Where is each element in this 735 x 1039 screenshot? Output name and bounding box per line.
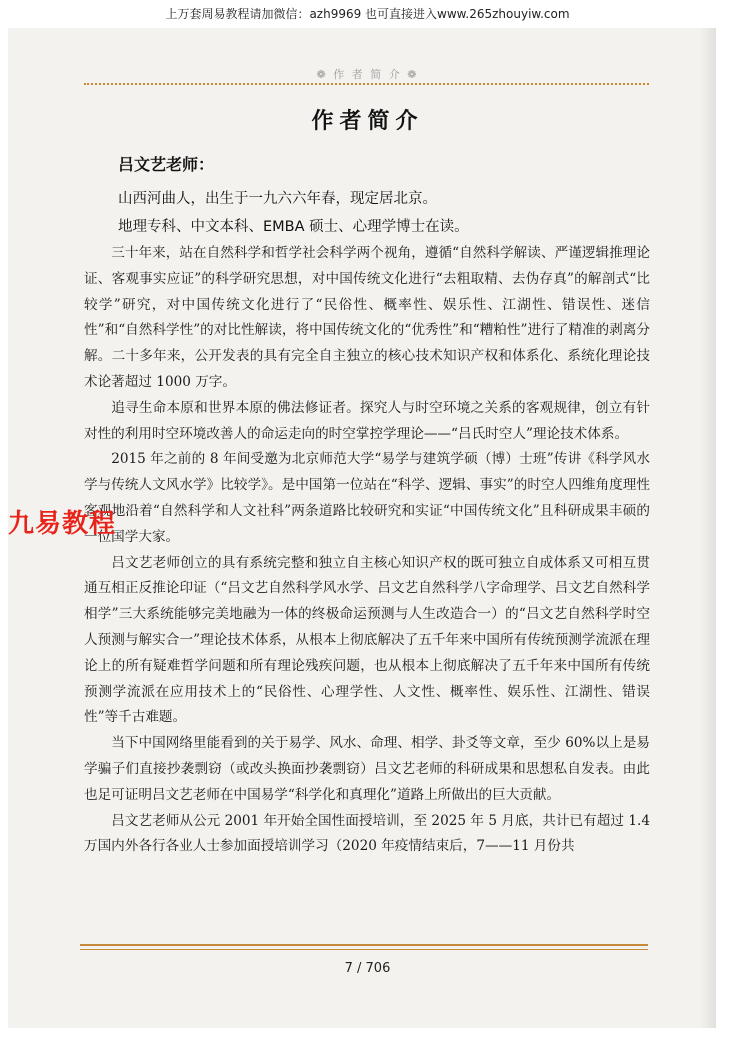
header-divider [84, 83, 649, 85]
footer-divider-thin [80, 949, 648, 950]
body-text [84, 241, 650, 860]
author-intro-origin: 山西河曲人，出生于一九六六年春，现定居北京。 [118, 191, 437, 207]
page-number: 7 / 706 [344, 961, 391, 976]
page-edge-shadow [700, 28, 716, 1028]
paragraph: 当下中国网络里能看到的关于易学、风水、命理、相学、卦爻等文章，至少 60%以上是易学骗子们直接抄袭剽窃（或改头换面抄袭剽窃）吕文艺老师的科研成果和思想私自发表。由此也足可证明吕文艺老师在中国易学“科学化和真理化”道路上所做出的巨大贡献。 [84, 735, 650, 803]
paragraph: 吕文艺老师创立的具有系统完整和独立自主核心知识产权的既可独立自成体系又可相互贯通互相正反推论印证（“吕文艺自然科学风水学、吕文艺自然科学八字命理学、吕文艺自然科学相学”三大系统能够完美地融为一体的终极命运预测与人生改造合一）的“吕文艺自然科学时空人预测与解实合一”理论技术体系，从根本上彻底解决了五千年来中国所有传统预测学流派在理论上的所有疑难哲学问题和所有理论残疾问题，也从根本上彻底解决了五千年来中国所有传统预测学流派在应用技术上的“民俗性、心理学性、人文性、概率性、娱乐性、江湖性、错误性”等千古难题。 [84, 554, 650, 726]
footer-divider [80, 944, 648, 946]
author-name: 吕文艺老师： [118, 155, 215, 174]
running-header: ❁ 作 者 简 介 ❁ [316, 68, 419, 81]
paragraph: 三十年来，站在自然科学和哲学社会科学两个视角，遵循“自然科学解读、严谨逻辑推理论证、客观事实应证”的科学研究思想，对中国传统文化进行“去粗取精、去伪存真”的解剖式“比较学”研究，对中国传统文化进行了“民俗性、概率性、娱乐性、江湖性、错误性、迷信性”和“自然科学性”的对比性解读，将中国传统文化的“优秀性”和“糟粕性”进行了精准的剥离分解。二十多年来，公开发表的具有完全自主独立的核心技术知识产权和体系化、系统化理论技术论著超过 1000 万字。 [84, 245, 650, 390]
top-banner: 上万套周易教程请加微信：azh9969 也可直接进入www.265zhouyiw.com [165, 7, 570, 21]
paragraph: 吕文艺老师从公元 2001 年开始全国性面授培训，至 2025 年 5 月底，共计已有超过 1.4 万国内外各行各业人士参加面授培训学习（2020 年疫情结束后，7——11 月份共 [84, 812, 650, 855]
page-title: 作者简介 [311, 109, 424, 134]
author-intro-education: 地理专科、中文本科、EMBA 硕士、心理学博士在读。 [118, 219, 469, 235]
paragraph: 追寻生命本原和世界本原的佛法修证者。探究人与时空环境之关系的客观规律，创立有针对性的利用时空环境改善人的命运走向的时空掌控学理论——“吕氏时空人”理论技术体系。 [84, 399, 650, 442]
watermark-logo: 九易教程 [8, 509, 117, 539]
paragraph: 2015 年之前的 8 年间受邀为北京师范大学“易学与建筑学硕（博）士班”传讲《科学风水学与传统人文风水学》比较学》。是中国第一位站在“科学、逻辑、事实”的时空人四维角度理性客观地沿着“自然科学和人文社科”两条道路比较研究和实证“中国传统文化”且科研成果丰硕的一位国学大家。 [84, 451, 650, 545]
